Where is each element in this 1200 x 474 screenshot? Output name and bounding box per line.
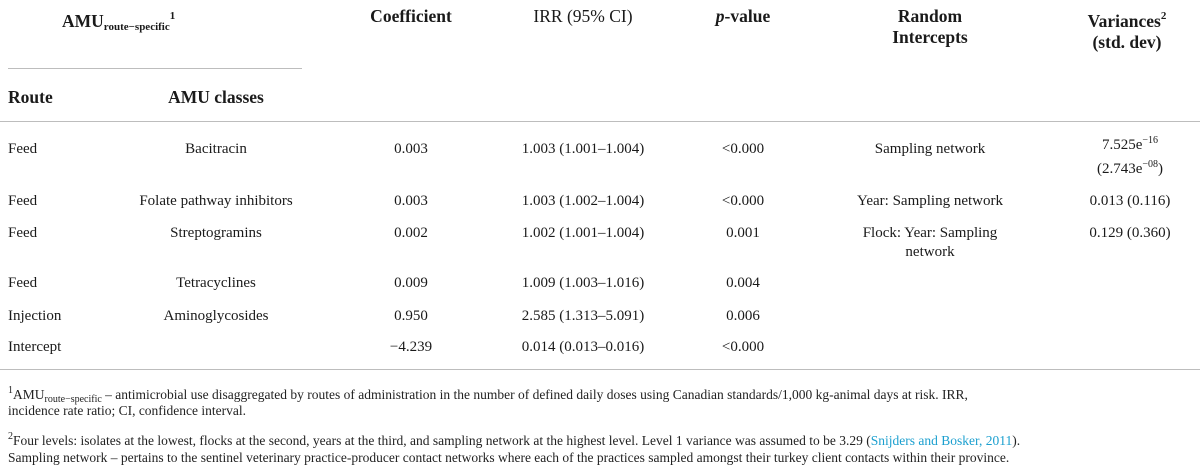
header-coefficient: Coefficient	[370, 6, 452, 26]
citation-link[interactable]: Snijders and Bosker, 2011	[870, 433, 1013, 448]
fn1-sub: route−specific	[44, 394, 102, 405]
fn2-mark: 2	[8, 431, 13, 442]
re3-name-line1: Flock: Year: Sampling	[862, 225, 998, 241]
fn2-text-1: Four levels: isolates at the lowest, flocks at the second, years at the third, and sampling network at the highest level. Level 1 variance was assumed to be 3.29 (	[13, 433, 871, 448]
row1-irr: 1.003 (1.001–1.004)	[521, 141, 645, 157]
header-pvalue-italic: p	[715, 6, 725, 26]
header-variances	[1088, 6, 1167, 53]
row1-amu-class: Bacitracin	[185, 141, 247, 157]
row5-coefficient: 0.950	[394, 308, 428, 324]
row2-route: Feed	[8, 193, 38, 209]
re3-name-line2: network	[905, 244, 955, 260]
row5-pvalue: 0.006	[726, 308, 760, 324]
fn1-text-1: – antimicrobial use disaggregated by routes of administration in the number of defined daily doses using Canadian standards/1,000 kg-animal days at risk. IRR,	[101, 387, 968, 402]
footnote-1-line2: incidence rate ratio; CI, confidence interval.	[8, 403, 247, 418]
footnote-2-line2: Sampling network – pertains to the sentinel veterinary practice-producer contact networks where each of the practices sampled amongst their turkey client contacts within their province.	[8, 450, 1010, 465]
header-variances-line2: (std. dev)	[1092, 32, 1162, 52]
row4-pvalue: 0.004	[726, 275, 760, 291]
random-effect-2-name: Year: Sampling network	[857, 193, 1003, 209]
re1-sd-close: )	[1158, 161, 1164, 177]
row1-route: Feed	[8, 141, 38, 157]
row3-pvalue: 0.001	[726, 225, 760, 241]
row4-coefficient: 0.009	[394, 275, 428, 291]
header-route: Route	[8, 87, 53, 107]
random-effect-3-name	[863, 224, 998, 262]
re1-sd-exp: −08	[1142, 159, 1159, 170]
fn2-text-1-end: ).	[1012, 433, 1021, 448]
random-effect-1-variance	[1097, 131, 1163, 179]
random-effect-3-variance: 0.129 (0.360)	[1089, 225, 1171, 241]
fn1-amu: AMU	[13, 387, 45, 402]
row1-coefficient: 0.003	[394, 141, 428, 157]
header-amu-classes: AMU classes	[168, 87, 264, 107]
row1-pvalue: <0.000	[721, 141, 765, 157]
table-bottom-rule	[0, 369, 1200, 370]
row6-irr: 0.014 (0.013–0.016)	[521, 339, 645, 355]
row4-route: Feed	[8, 275, 38, 291]
re1-sd-open: (2.743e	[1096, 161, 1143, 177]
row2-coefficient: 0.003	[394, 193, 428, 209]
row4-amu-class: Tetracyclines	[176, 275, 256, 291]
row3-route: Feed	[8, 225, 38, 241]
re1-variance-base: 7.525e	[1101, 137, 1143, 153]
header-amu-route-specific	[62, 6, 175, 38]
random-effect-2-variance: 0.013 (0.116)	[1089, 193, 1171, 209]
row2-irr: 1.003 (1.002–1.004)	[521, 193, 645, 209]
header-bottom-rule	[0, 121, 1200, 122]
row2-pvalue: <0.000	[721, 193, 765, 209]
header-variances-main: Variances	[1087, 11, 1161, 31]
row6-route: Intercept	[8, 339, 62, 355]
random-effect-1-name: Sampling network	[874, 141, 986, 157]
row3-amu-class: Streptogramins	[170, 225, 262, 241]
row6-pvalue: <0.000	[721, 339, 765, 355]
header-amu-underline	[8, 68, 302, 69]
header-pvalue-rest: -value	[724, 6, 771, 26]
re1-variance-exp: −16	[1142, 135, 1159, 146]
header-variances-superscript: 2	[1160, 10, 1167, 22]
header-amu-superscript: 1	[169, 10, 176, 22]
fn1-mark: 1	[8, 385, 13, 396]
row6-coefficient: −4.239	[389, 339, 433, 355]
header-amu-main: AMU	[62, 11, 104, 31]
footnote-2-line1	[8, 427, 1020, 450]
header-random-line1: Random	[897, 6, 963, 26]
row5-amu-class: Aminoglycosides	[163, 308, 269, 324]
header-pvalue	[716, 6, 770, 27]
row3-coefficient: 0.002	[394, 225, 428, 241]
header-random-intercepts	[892, 6, 968, 48]
row5-irr: 2.585 (1.313–5.091)	[521, 308, 645, 324]
row4-irr: 1.009 (1.003–1.016)	[521, 275, 645, 291]
header-irr: IRR (95% CI)	[533, 6, 633, 26]
header-amu-subscript: route−specific	[103, 21, 170, 33]
row2-amu-class: Folate pathway inhibitors	[139, 193, 293, 209]
row5-route: Injection	[8, 308, 62, 324]
row3-irr: 1.002 (1.001–1.004)	[521, 225, 645, 241]
header-random-line2: Intercepts	[892, 27, 968, 47]
